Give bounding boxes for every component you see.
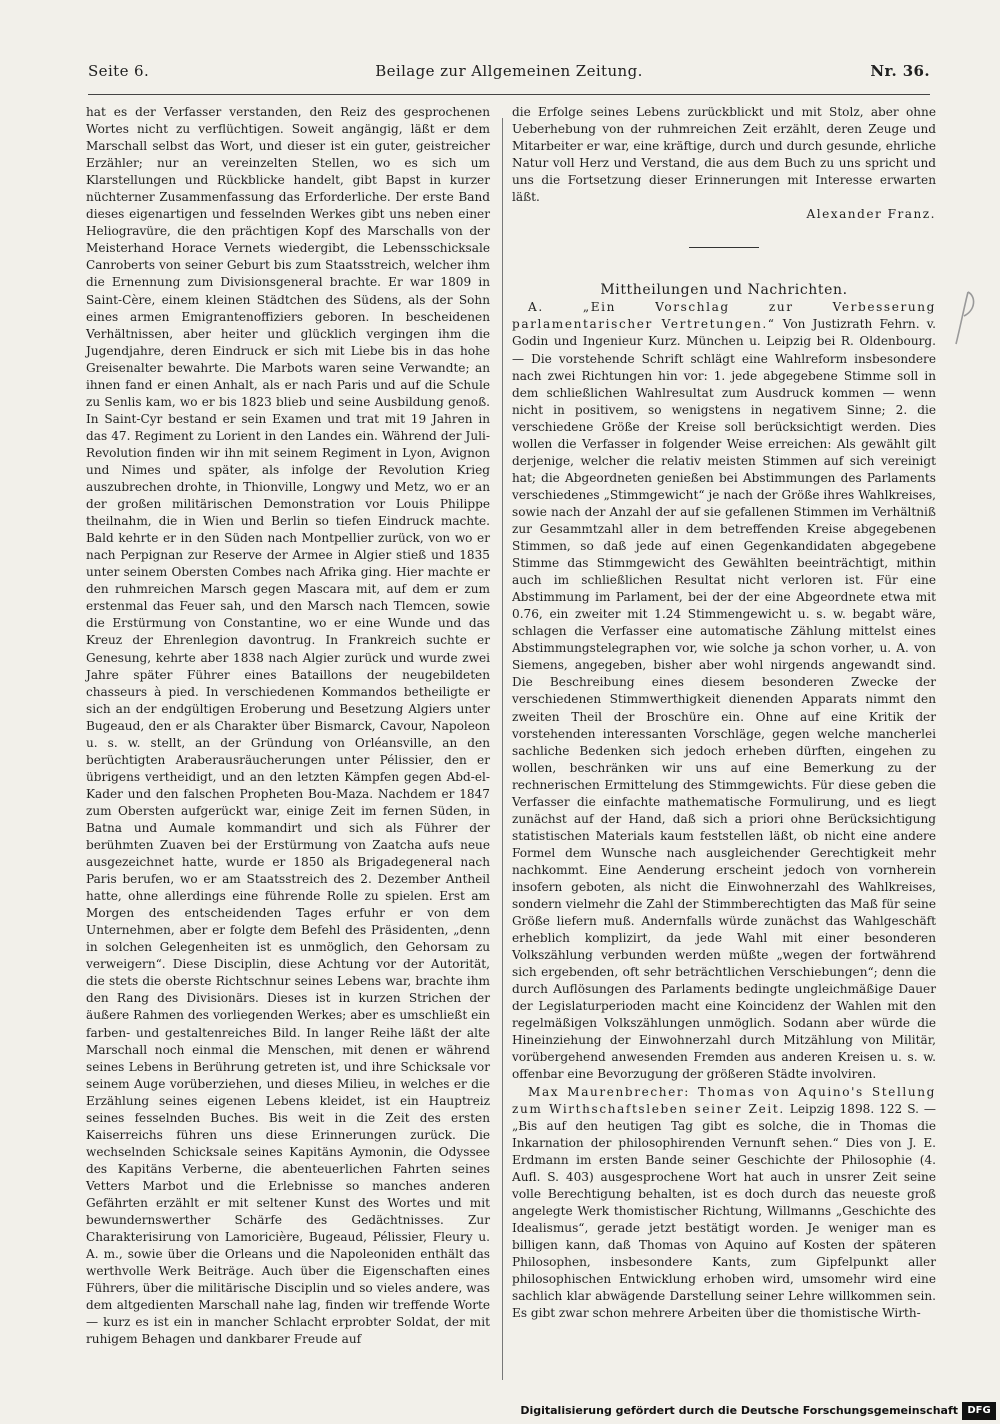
page-header <box>88 62 930 88</box>
review-author-signature: Alexander Franz. <box>806 207 936 222</box>
review-conclusion-text: die Erfolge seines Lebens zurückblickt und mit Stolz, aber ohne Ueberhebung von der ruhmreichen Zeit erzählt, deren Zeuge und Mitarbeiter er war, eine kräftige, durch und durch gesunde, ehrliche Natur voll Herz und Verstand, die aus dem Buch zu uns spricht und uns die Fortsetzung dieser Erinnerungen mit Interesse erwarten läßt. <box>512 105 936 205</box>
funding-credit: Digitalisierung gefördert durch die Deutsche Forschungsgemeinschaft <box>520 1404 958 1417</box>
publication-title: Beilage zur Allgemeinen Zeitung. <box>375 62 643 80</box>
notice-item-2-title: Max Maurenbrecher: Thomas von Aquino's Stellung zum Wirthschaftsleben seiner Zeit. <box>512 1084 936 1116</box>
notice-item-2-text: Leipzig 1898. 122 S. — „Bis auf den heutigen Tag gibt es solche, die in Thomas die Inkarnation der philosophirenden Vernunft sehen.“ Dies von J. E. Erdmann im ersten Bande seiner Geschichte der Philosophie (4. Aufl. S. 403) ausgesprochene Wort hat auch in unsrer Zeit seine volle Berechtigung behalten, ist es doch durch das neueste groß angelegte Werk thomistischer Richtung, Willmanns „Geschichte des Idealismus“, gerade jetzt bestätigt worden. Je weniger man es billigen kann, daß Thomas von Aquino auf Kosten der späteren Philosophen, insbesondere Kants, zum Gipfelpunkt aller philosophischen Entwicklung erhoben wird, umsomehr wird eine sachlich klar abwägende Darstellung seiner Lehre willkommen sein. Es gibt zwar schon mehrere Arbeiten über die thomistische Wirth- <box>512 1101 936 1321</box>
review-body-text: hat es der Verfasser verstanden, den Reiz des gesprochenen Wortes nicht zu verflüchtigen. Soweit angängig, läßt er dem Marschall selbst das Wort, und dieser ist ein guter, geistreicher Erzähler; nur an vereinzelten Stellen, wo es sich um Klarstellungen und Rückblicke handelt, gibt Bapst in kurzer nüchterner Zusammenfassung das Erforderliche. Der erste Band dieses eigenartigen und fesselnden Werkes gibt uns neben einer Heliogravüre, die den prächtigen Kopf des Marschalls von der Meisterhand Horace Vernets wiedergibt, die Lebensschicksale Canroberts von seiner Geburt bis zum Staatsstreich, welcher ihm die Ernennung zum Divisionsgeneral brachte. Er war 1809 in Saint-Cère, einem kleinen Städtchen des Südens, als der Sohn eines armen Emigrantenoffiziers geboren. In bescheidenen Verhältnissen, aber heiter und glücklich vergingen ihm die Jugendjahre, deren Eindruck er sich mit Liebe bis in das hohe Greisenalter bewahrte. Die Marbots waren seine Verwandte; an ihnen fand er einen Anhalt, als er nach Paris und auf die Schule zu Senlis kam, wo er bis 1823 blieb und seine Ausbildung genoß. In Saint-Cyr bestand er sein Examen und trat mit 19 Jahren in das 47. Regiment zu Lorient in den Landes ein. Während der Juli-Revolution finden wir ihn mit seinem Regiment in Lyon, Avignon und Nimes und später, als infolge der Revolution Krieg auszubrechen drohte, in Thionville, Longwy und Metz, wo er an der großen militärischen Demonstration vor Louis Philippe theilnahm, die in Wien und Berlin so tiefen Eindruck machte. Bald kehrte er in den Süden nach Montpellier zurück, von wo er nach Perpignan zur Reserve der Armee in Algier stieß und 1835 unter seinem Obersten Combes nach Afrika ging. Hier machte er den ruhmreichen Marsch gegen Mascara mit, auf dem er zum erstenmal das Feuer sah, und den Marsch nach Tlemcen, sowie die Erstürmung von Constantine, wo er eine Wunde und das Kreuz der Ehrenlegion davontrug. In Frankreich suchte er Genesung, kehrte aber 1838 nach Algier zurück und wurde zwei Jahre später Führer eines Bataillons der neugebildeten chasseurs à pied. In verschiedenen Kommandos betheiligte er sich an der endgültigen Eroberung und Besetzung Algiers unter Bugeaud, den er als Charakter über Bismarck, Cavour, Napoleon u. s. w. stellt, an der Gründung von Orléansville, an den berüchtigten Araberausräucherungen unter Pélissier, den er übrigens vertheidigt, und an den letzten Kämpfen gegen Abd-el-Kader und den falschen Propheten Bou-Maza. Nachdem er 1847 zum Obersten aufgerückt war, einige Zeit im fernen Süden, in Batna und Aumale kommandirt und sich als Führer der berühmten Zuaven bei der Erstürmung von Zaatcha aufs neue ausgezeichnet hatte, wurde er 1850 als Brigadegeneral nach Paris berufen, wo er am Staatsstreich des 2. Dezember Antheil hatte, ohne allerdings eine führende Rolle zu spielen. Erst am Morgen des entscheidenden Tages erfuhr er von dem Unternehmen, aber er folgte dem Befehl des Präsidenten, „denn in solchen Gelegenheiten ist es unmöglich, den Gehorsam zu verweigern“. Diese Disciplin, diese Achtung vor der Autorität, die stets die oberste Richtschnur seines Lebens war, brachte ihm den Rang des Divisionärs. Dieses ist in kurzen Strichen der äußere Rahmen des vorliegenden Werkes; aber es umschließt ein farben- und gestaltenreiches Bild. In langer Reihe läßt der alte Marschall noch einmal die Menschen, mit denen er während seines Lebens in Berührung getreten ist, und ihre Schicksale vor seinem Auge vorüberziehen, und dieses Milieu, in welches er die Erzählung seines eigenen Lebens kleidet, ist ein Hauptreiz seines fesselnden Buches. Bis weit in die Zeit des ersten Kaiserreichs führen uns diese Erinnerungen zurück. Die wechselnden Schicksale seines Kapitäns Aymonin, die Odyssee des Kapitäns Verberne, die abenteuerlichen Fahrten seines Vetters Marbot und die Erlebnisse so manches anderen Gefährten erzählt er mit seltener Kunst des Wortes und mit bewundernswerther Schärfe des Gedächtnisses. Zur Charakterisirung von Lamoricière, Bugeaud, Pélissier, Fleury u. A. m., sowie über die Orleans und die Napoleoniden enthält das werthvolle Werk Beiträge. Auch über die Eigenschaften eines Führers, über die militärische Disciplin und so vieles andere, was dem altgedienten Marschall nahe lag, finden wir treffende Worte — kurz es ist ein in mancher Schlacht erprobter Soldat, der mit ruhigem Behagen und dankbarer Freude auf <box>86 105 490 1347</box>
section-heading: Mittheilungen und Nachrichten. <box>600 282 848 299</box>
left-column <box>86 104 490 1348</box>
digitization-footer <box>0 1400 1000 1424</box>
dfg-logo: DFG <box>962 1402 996 1420</box>
right-column <box>512 104 936 1322</box>
notice-item-2 <box>512 1084 936 1323</box>
notice-item-1-text: Von Justizrath Fehrn. v. Godin und Ingenieur Kurz. München u. Leipzig bei R. Oldenbourg. — Die vorstehende Schrift schlägt eine Wahlreform insbesondere nach zwei Richtungen hin vor: 1. jede abgegebene Stimme soll in dem schließlichen Wahlresultat zum Ausdruck kommen — wenn nicht in positivem, so wenigstens in negativem Sinne; 2. die verschiedene Größe der Kreise soll berücksichtigt werden. Dies wollen die Verfasser in folgender Weise erreichen: Als gewählt gilt derjenige, welcher die relativ meisten Stimmen auf sich vereinigt hat; die Abgeordneten genießen bei Abstimmungen des Parlaments verschiedenes „Stimmgewicht“ je nach der Größe ihres Wahlkreises, sowie nach der Anzahl der auf sie gefallenen Stimmen im Verhältniß zur Gesammtzahl aller in dem betreffenden Kreise abgegebenen Stimmen, so daß jede auf einen Gegenkandidaten abgegebene Stimme das Stimmgewicht des Gewählten beeinträchtigt, mithin auch im schließlichen Resultat nicht verloren ist. Für eine Abstimmung im Parlament, bei der der eine Abgeordnete etwa mit 0.76, ein zweiter mit 1.24 Stimmengewicht u. s. w. begabt wäre, schlagen die Verfasser eine automatische Zählung mittelst eines Abstimmungstelegraphen vor, wie solche ja schon vorher, u. A. von Siemens, angegeben, bisher aber wohl nirgends angewandt sind. Die Beschreibung eines diesem besonderen Zwecke der verschiedenen Stimmwerthigkeit dienenden Apparats nimmt den zweiten Theil der Broschüre ein. Ohne auf eine Kritik der vorstehenden interessanten Vorschläge, gegen welche mancherlei sachliche Bedenken sich jedoch erheben dürften, eingehen zu wollen, beschränken wir uns auf eine Bemerkung zu der rechnerischen Ermittelung des Stimmgewichts. Für diese geben die Verfasser die einfachte mathematische Formulirung, und es liegt zunächst auf der Hand, daß sich a priori ohne Berücksichtigung statistischen Materials kaum feststellen läßt, ob nicht eine andere Formel dem Wunsche nach ausgleichender Gerechtigkeit mehr nachkommt. Eine Aenderung erscheint jedoch von vornherein insofern geboten, als nicht die Einwohnerzahl des Wahlkreises, sondern vielmehr die Zahl der Stimmberechtigten das Maß für seine Größe liefern muß. Andernfalls würde zunächst das Wahlgeschäft erheblich komplizirt, da jede Wahl mit einer besonderen Volkszählung verbunden werden müßte „wegen der fortwährend sich ergebenden, oft sehr beträchtlichen Verschiebungen“; denn die durch Auflösungen des Parlaments bedingte ungleichmäßige Dauer der Legislaturperioden macht eine Koincidenz der Wahlen mit den regelmäßigen Volkszählungen unmöglich. Sodann aber würde die Hineinziehung der Einwohnerzahl durch Mitzählung von Militär, vorübergehend anwesenden Fremden aus anderen Kreisen u. s. w. offenbar eine Bevorzugung der größeren Städte involviren. <box>512 317 936 1082</box>
header-rule <box>88 94 930 95</box>
issue-number: Nr. 36. <box>870 62 930 80</box>
notice-item-1 <box>512 299 936 1083</box>
notice-item-1-title: A. „Ein Vorschlag zur Verbesserung parlamentarischer Vertretungen.“ <box>512 300 936 332</box>
pencil-margin-mark <box>952 288 978 346</box>
column-divider <box>502 118 503 1380</box>
section-separator <box>689 247 759 248</box>
page-number: Seite 6. <box>88 62 150 80</box>
